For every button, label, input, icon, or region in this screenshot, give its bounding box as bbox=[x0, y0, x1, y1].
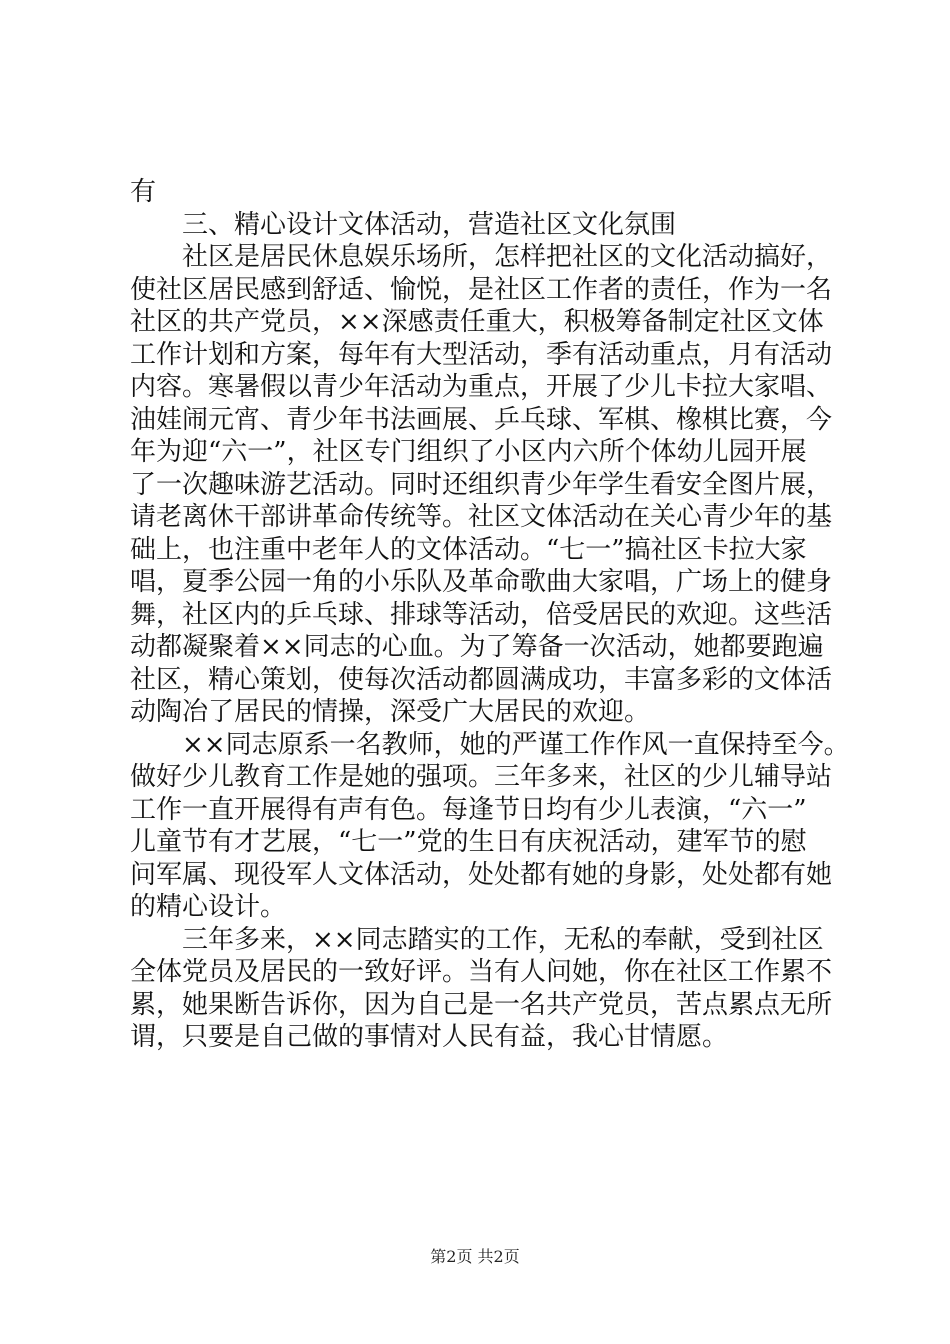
document-body bbox=[130, 176, 850, 1054]
text-line: 了一次趣味游艺活动。同时还组织青少年学生看安全图片展， bbox=[130, 469, 833, 500]
text-line: 请老离休干部讲革命传统等。社区文体活动在关心青少年的基 bbox=[130, 502, 833, 532]
text-line: 动都凝聚着××同志的心血。为了筹备一次活动，她都要跑遍 bbox=[130, 632, 824, 662]
text-line: 社区的共产党员，××深感责任重大，积极筹备制定社区文体 bbox=[130, 307, 824, 337]
text-line: 社区是居民休息娱乐场所，怎样把社区的文化活动搞好， bbox=[182, 242, 833, 272]
text-line: 工作计划和方案，每年有大型活动，季有活动重点，月有活动 bbox=[130, 339, 833, 370]
text-line: 舞，社区内的乒乓球、排球等活动，倍受居民的欢迎。这些活 bbox=[130, 599, 833, 630]
text-line: 全体党员及居民的一致好评。当有人问她，你在社区工作累不 bbox=[130, 957, 833, 987]
text-line: ××同志原系一名教师，她的严谨工作作风一直保持至今。 bbox=[182, 729, 850, 760]
text-line: 的精心设计。 bbox=[130, 892, 287, 922]
text-line: 年为迎“六一”，社区专门组织了小区内六所个体幼儿园开展 bbox=[130, 437, 807, 467]
text-line: 社区，精心策划，使每次活动都圆满成功，丰富多彩的文体活 bbox=[130, 664, 833, 695]
page-number: 第2页 共2页 bbox=[430, 1247, 520, 1266]
text-line: 唱，夏季公园一角的小乐队及革命歌曲大家唱，广场上的健身 bbox=[130, 567, 833, 597]
text-line: 做好少儿教育工作是她的强项。三年多来，社区的少儿辅导站 bbox=[130, 762, 833, 792]
text-line: 使社区居民感到舒适、愉悦，是社区工作者的责任，作为一名 bbox=[130, 274, 833, 305]
text-line: 动陶冶了居民的情操，深受广大居民的欢迎。 bbox=[130, 697, 651, 727]
text-line: 油娃闹元宵、青少年书法画展、乒乓球、军棋、橡棋比赛，今 bbox=[130, 404, 833, 435]
section-heading: 三、精心设计文体活动，营造社区文化氛围 bbox=[182, 209, 677, 240]
text-line: 工作一直开展得有声有色。每逢节日均有少儿表演，“六一” bbox=[130, 794, 807, 825]
text-line: 内容。寒暑假以青少年活动为重点，开展了少儿卡拉大家唱、 bbox=[130, 372, 833, 402]
text-line: 儿童节有才艺展，“七一”党的生日有庆祝活动，建军节的慰 bbox=[130, 827, 807, 857]
text-line: 谓，只要是自己做的事情对人民有益，我心甘情愿。 bbox=[130, 1022, 729, 1052]
text-line: 累，她果断告诉你，因为自己是一名共产党员，苦点累点无所 bbox=[130, 989, 833, 1020]
text-line: 三年多来，××同志踏实的工作，无私的奉献，受到社区 bbox=[182, 924, 824, 955]
text-line: 有 bbox=[130, 177, 157, 207]
text-line: 础上，也注重中老年人的文体活动。“七一”搞社区卡拉大家 bbox=[130, 534, 807, 565]
text-line: 问军属、现役军人文体活动，处处都有她的身影，处处都有她 bbox=[130, 859, 833, 890]
